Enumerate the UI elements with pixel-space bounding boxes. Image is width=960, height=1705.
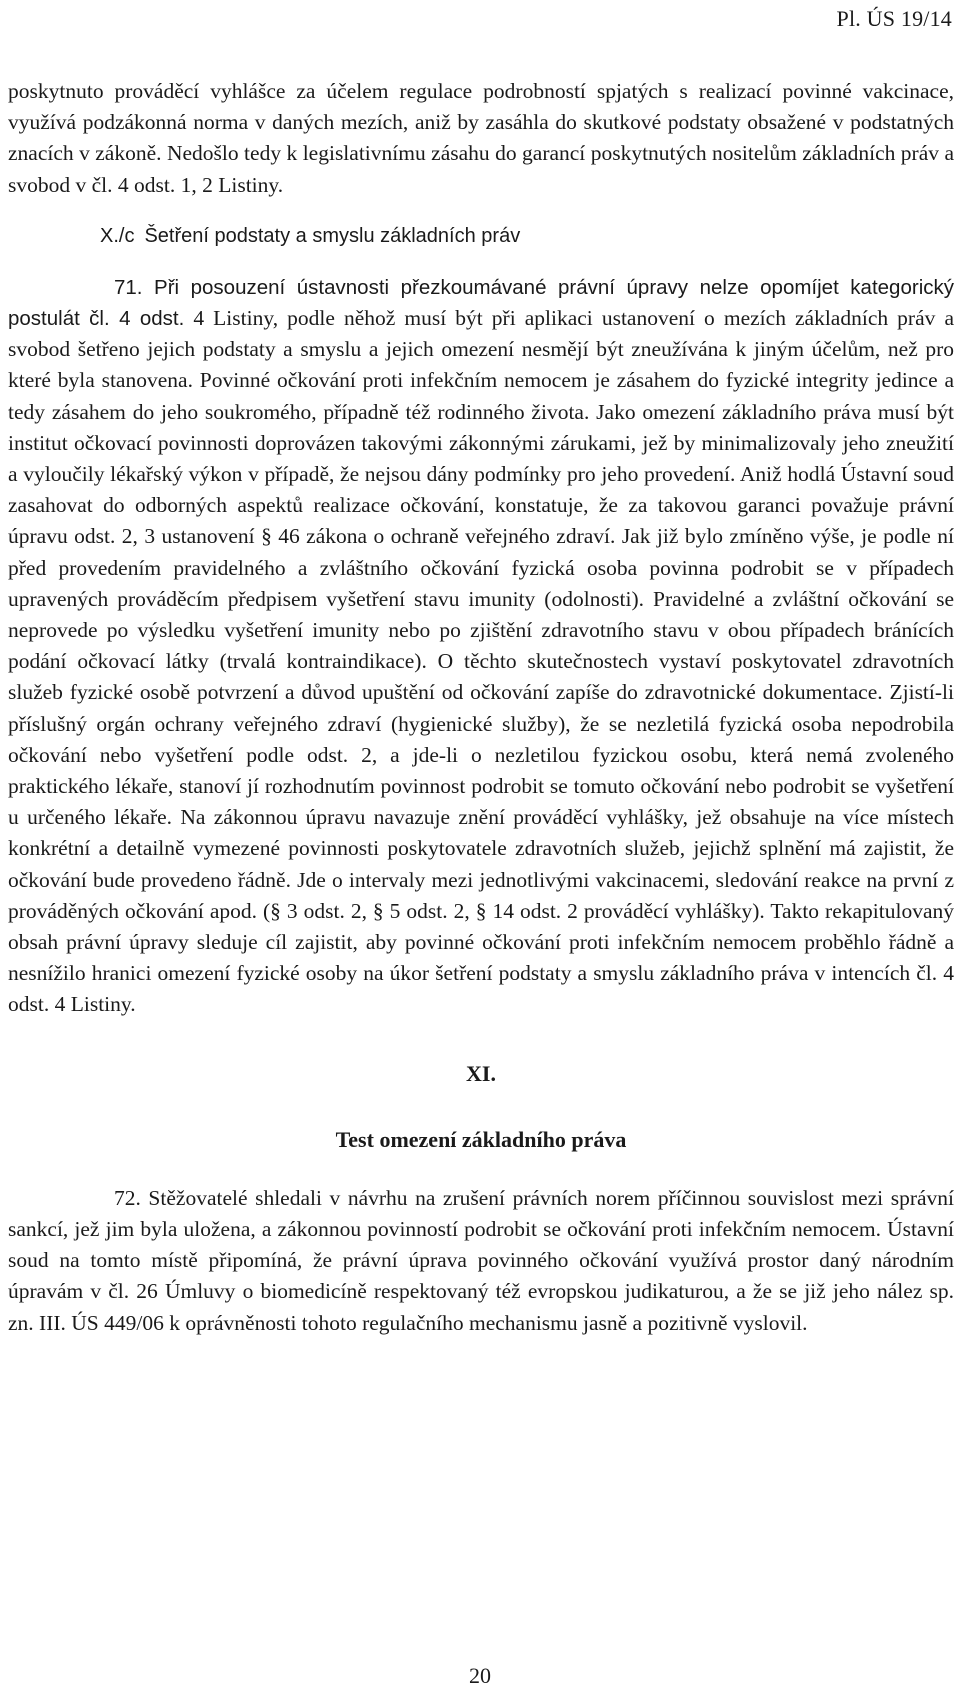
document-body <box>8 76 954 1339</box>
subsection-heading <box>8 221 954 252</box>
paragraph-71 <box>8 272 954 1021</box>
subsection-number: X./c <box>100 224 135 247</box>
paragraph-71-opening: 71. Při posouzení ústavnosti přezkoumávané právní úpravy nelze opomíjet kategorický postulát čl. 4 odst. <box>8 275 954 331</box>
case-number-header: Pl. ÚS 19/14 <box>836 6 952 31</box>
section-number: XI. <box>466 1060 496 1086</box>
subsection-title: Šetření podstaty a smyslu základních práv <box>144 224 521 247</box>
paragraph-71-body: 4 Listiny, podle něhož musí být při aplikaci ustanovení o mezích základních práv a svobod šetřeno jejich podstaty a smyslu a jejich omezení nesmějí být zneužívána k jiným účelům, než pro které byla stanovena. Povinné očkování proti infekčním nemocem je zásahem do fyzické integrity jedince a tedy zásahem do jeho soukromého, případně též rodinného života. Jako omezení základního práva musí být institut očkovací povinnosti doprovázen takovými zákonnými zárukami, jež by minimalizovaly jeho zneužití a vyloučily lékařský výkon v případě, že nejsou dány podmínky pro jeho provedení. Aniž hodlá Ústavní soud zasahovat do odborných aspektů realizace očkování, konstatuje, že za takovou garanci považuje právní úpravu odst. 2, 3 ustanovení § 46 zákona o ochraně veřejného zdraví. Jak již bylo zmíněno výše, je podle ní před provedením pravidelného a zvláštního očkování fyzická osoba povinna podrobit se v případech upravených prováděcím předpisem vyšetření stavu imunity (odolnosti). Pravidelné a zvláštní očkování se neprovede po výsledku vyšetření imunity nebo po zjištění zdravotního stavu v obou případech bránících podání očkovací látky (trvalá kontraindikace). O těchto skutečnostech vystaví poskytovatel zdravotních služeb fyzické osobě potvrzení a důvod upuštění od očkování zapíše do zdravotnické dokumentace. Zjistí-li příslušný orgán ochrany veřejného zdraví (hygienické služby), že se nezletilá fyzická osoba nepodrobila očkování nebo vyšetření podle odst. 2, a jde-li o nezletilou fyzickou osobu, která nemá zvoleného praktického lékaře, stanoví jí rozhodnutím povinnost podrobit se tomuto očkování nebo podrobit se vyšetření u určeného lékaře. Na zákonnou úpravu navazuje znění prováděcí vyhlášky, jež obsahuje na více místech konkrétní a detailně vymezené povinnosti poskytovatele zdravotních služeb, jejichž splnění má zajistit, že očkování bude provedeno řádně. Jde o intervaly mezi jednotlivými vakcinacemi, sledování reakce na první z prováděných očkování apod. (§ 3 odst. 2, § 5 odst. 2, § 14 odst. 2 prováděcí vyhlášky). Takto rekapitulovaný obsah právní úpravy sleduje cíl zajistit, aby povinné očkování proti infekčním nemocem proběhlo řádně a nesnížilo hranici omezení fyzické osoby na úkor šetření podstaty a smyslu základního práva v intencích čl. 4 odst. 4 Listiny. <box>8 306 954 1017</box>
paragraph-continuation: poskytnuto prováděcí vyhlášce za účelem regulace podrobností spjatých s realizací povinné vakcinace, využívá podzákonná norma v daných mezích, aniž by zasáhla do skutkové podstaty obsažené v podstatných znacích v zákoně. Nedošlo tedy k legislativnímu zásahu do garancí poskytnutých nositelům základních práv a svobod v čl. 4 odst. 1, 2 Listiny. <box>8 79 954 197</box>
paragraph-72: 72. Stěžovatelé shledali v návrhu na zrušení právních norem příčinnou souvislost mezi správní sankcí, jež jim byla uložena, a zákonnou povinností podrobit se očkování proti infekčním nemocem. Ústavní soud na tomto místě připomíná, že právní úprava povinného očkování využívá prostor daný národním úpravám v čl. 26 Úmluvy o biomedicíně respektovaný též evropskou judikaturou, a že se již jeho nález sp. zn. III. ÚS 449/06 k oprávněnosti tohoto regulačního mechanismu jasně a pozitivně vyslovil. <box>8 1185 954 1335</box>
section-title: Test omezení základního práva <box>335 1126 627 1152</box>
page-number: 20 <box>469 1663 491 1688</box>
